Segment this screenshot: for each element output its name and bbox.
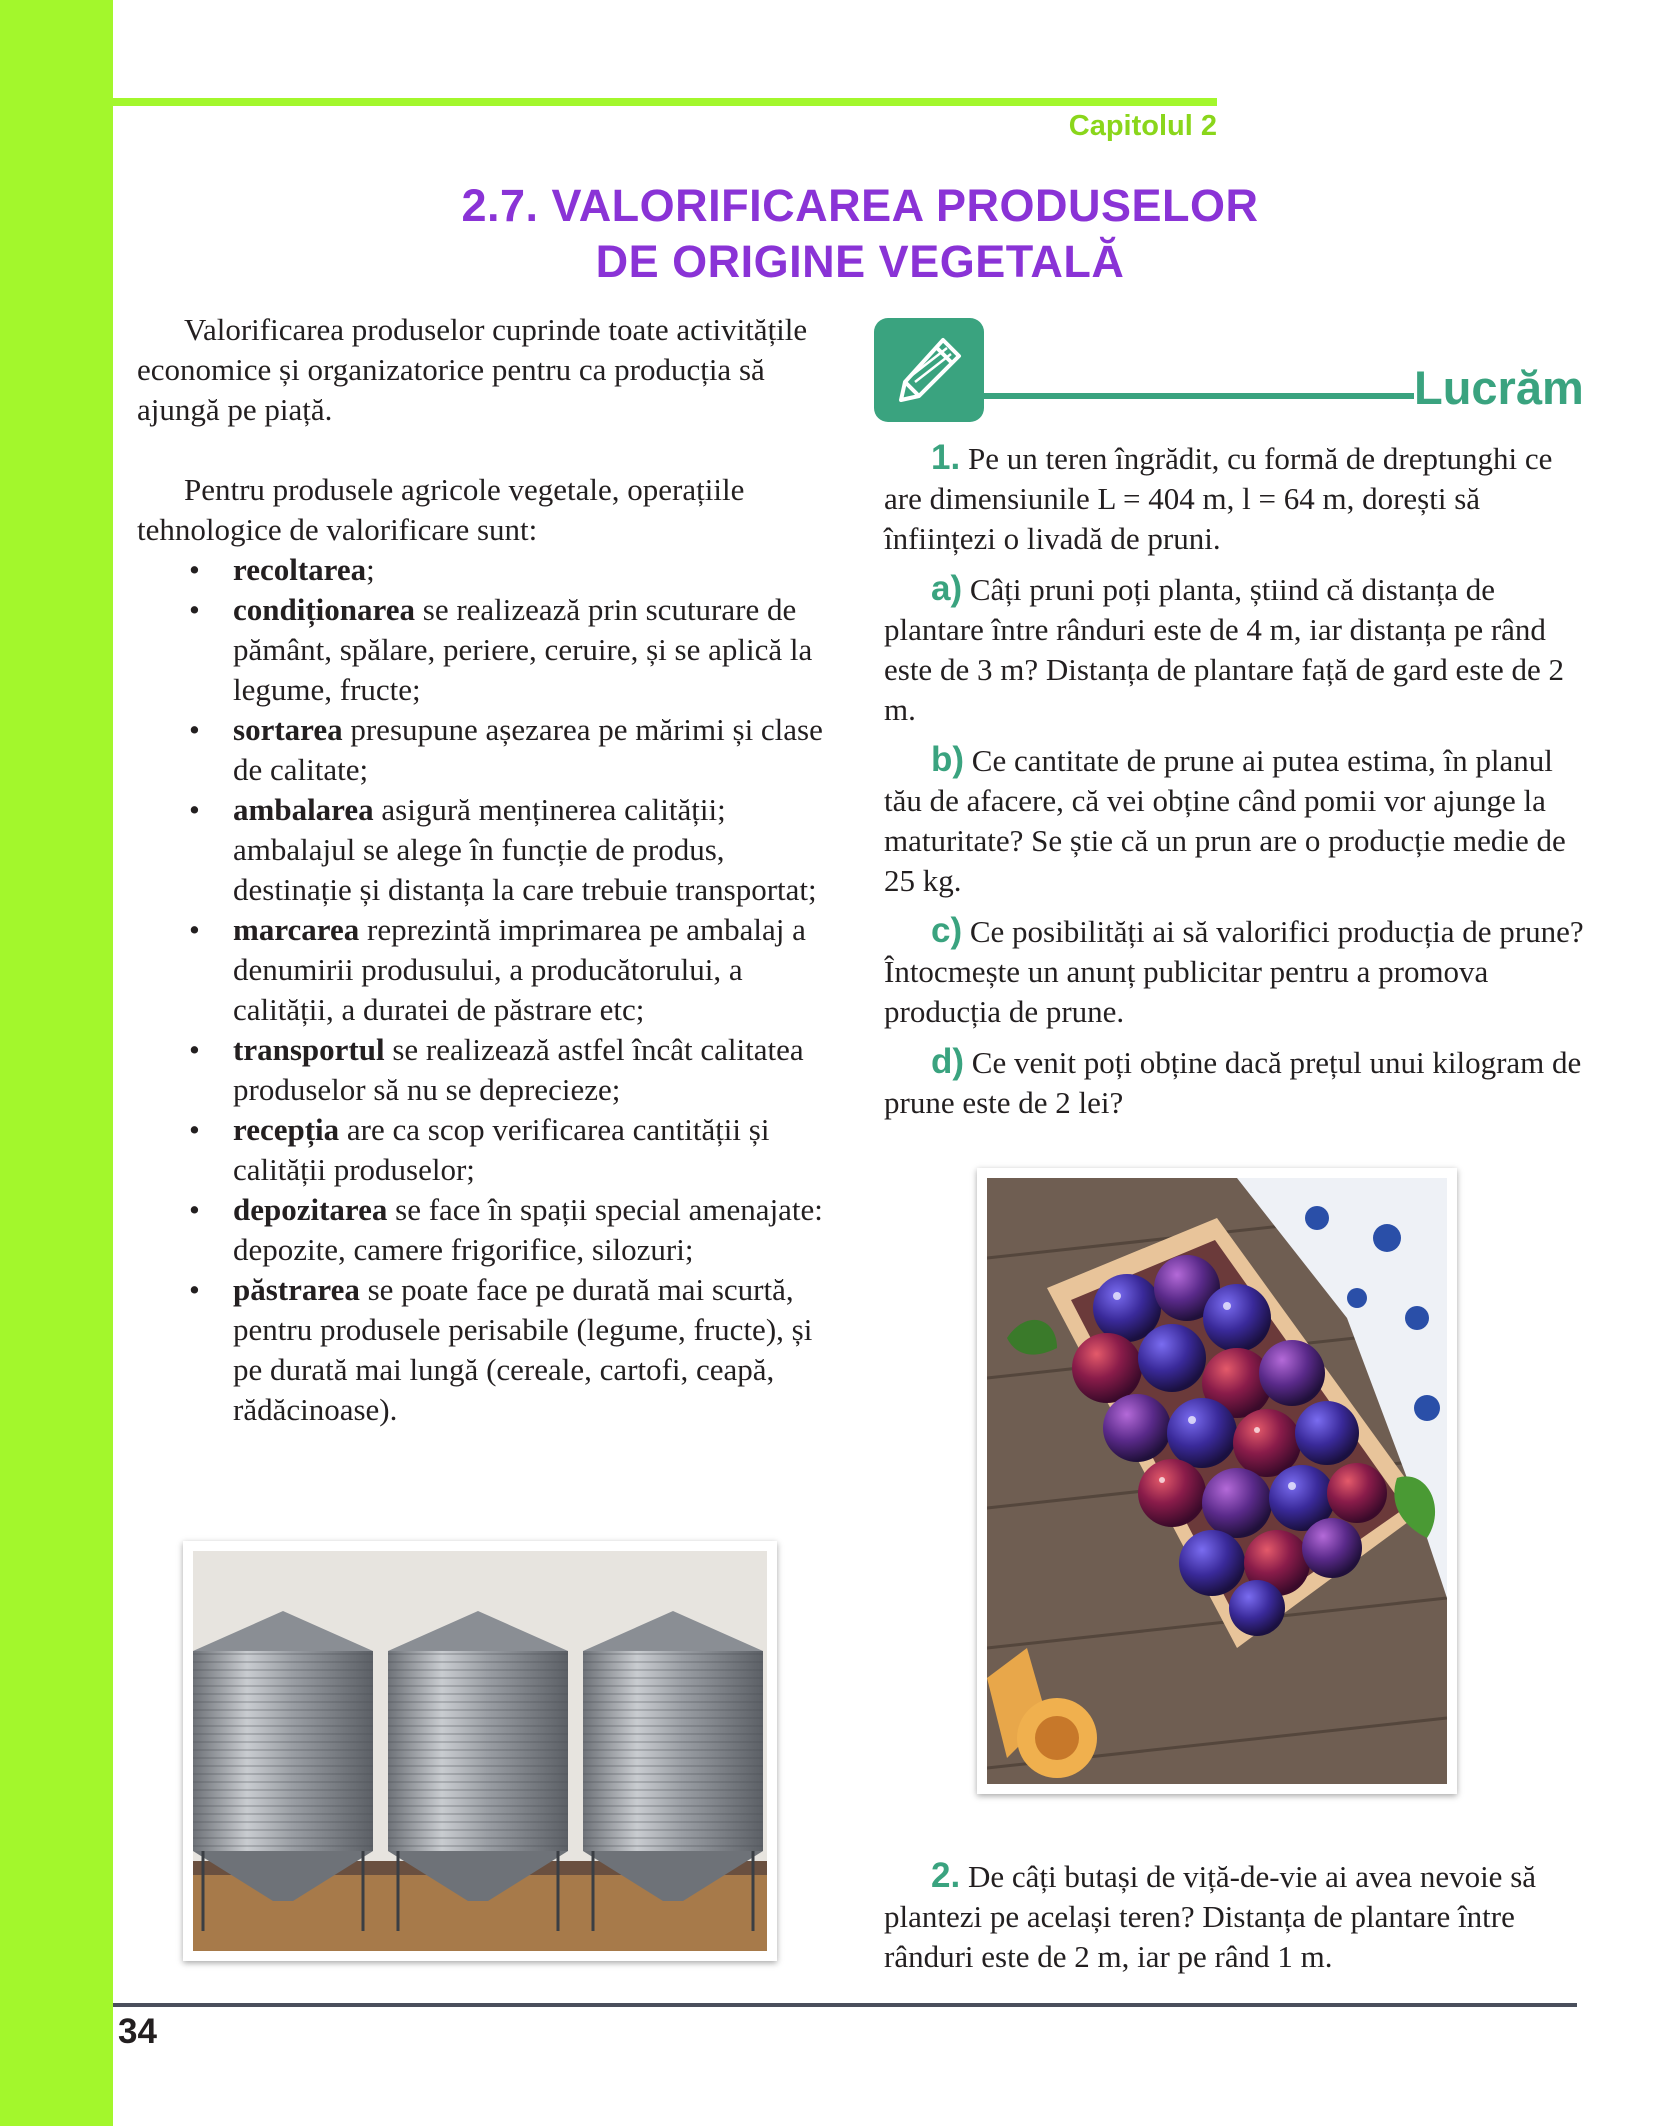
exercise-text: Pe un teren îngrădit, cu formă de dreptunghi ce are dimensiunile L = 404 m, l = 64 m, dorești să înființezi o livadă de pruni. — [884, 441, 1553, 556]
page-number: 34 — [118, 2012, 157, 2051]
exercise-1d — [884, 1042, 1596, 1123]
list-item — [137, 1270, 849, 1430]
list-text: se realizează prin scuturare de pământ, spălare, periere, ceruire, și se aplică la legume, fructe; — [233, 592, 813, 707]
list-text: presupune așezarea pe mărimi și clase de calitate; — [233, 712, 823, 787]
operations-intro: Pentru produsele agricole vegetale, operațiile tehnologice de valorificare sunt: — [137, 472, 745, 547]
bullet-dot: • — [189, 1032, 200, 1067]
bullet-dot: • — [189, 1192, 200, 1227]
bullet-dot: • — [189, 1272, 200, 1307]
list-text: se face în spații special amenajate: depozite, camere frigorifice, silozuri; — [233, 1192, 823, 1267]
list-item — [137, 550, 849, 590]
sub-label: c) — [931, 911, 963, 950]
bullet-dot: • — [189, 1112, 200, 1147]
list-term: marcarea — [233, 912, 360, 947]
exercise-number: 1. — [931, 438, 961, 477]
list-item — [137, 790, 849, 910]
list-text: se poate face pe durată mai scurtă, pentru produsele perisabile (legume, fructe), și pe durată mai lungă (cereale, cartofi, ceapă, rădăcinoase). — [233, 1272, 813, 1427]
silos-photo — [183, 1541, 777, 1961]
bullet-dot: • — [189, 552, 200, 587]
list-term: depozitarea — [233, 1192, 388, 1227]
list-item — [137, 1030, 849, 1110]
list-item — [137, 590, 849, 710]
list-item — [137, 1110, 849, 1190]
list-text: are ca scop verificarea cantității și calității produselor; — [233, 1112, 770, 1187]
bullet-dot: • — [189, 912, 200, 947]
lucram-heading: Lucrăm — [1414, 361, 1584, 414]
sub-label: b) — [931, 740, 965, 779]
exercise-1-intro — [884, 438, 1596, 559]
list-term: recepția — [233, 1112, 340, 1147]
exercise-text: De câți butași de viță-de-vie ai avea nevoie să plantezi pe același teren? Distanța de plantare între rânduri este de 2 m, iar pe rând 1 m. — [884, 1859, 1537, 1974]
pencil-icon — [874, 318, 984, 422]
exercise-2 — [884, 1856, 1596, 1977]
side-color-bar — [0, 0, 113, 2126]
sub-label: d) — [931, 1042, 965, 1081]
list-text: reprezintă imprimarea pe ambalaj a denumirii produsului, a producătorului, a calității, a duratei de păstrare etc; — [233, 912, 806, 1027]
list-term: condiționarea — [233, 592, 415, 627]
sub-text: Ce posibilități ai să valorifici producția de prune? Întocmește un anunț publicitar pentru a promova producția de prune. — [884, 914, 1584, 1029]
page-title — [340, 178, 1380, 290]
bottom-rule — [113, 2003, 1577, 2007]
sub-label: a) — [931, 569, 963, 608]
list-term: recoltarea — [233, 552, 367, 587]
bullet-dot: • — [189, 712, 200, 747]
lucram-rule — [984, 393, 1414, 399]
list-text: se realizează astfel încât calitatea produselor să nu se deprecieze; — [233, 1032, 804, 1107]
title-line-1: 2.7. VALORIFICAREA PRODUSELOR — [461, 180, 1259, 231]
sub-text: Câți pruni poți planta, știind că distanța de plantare între rânduri este de 4 m, iar distanța pe rând este de 3 m? Distanța de plantare față de gard este de 2 m. — [884, 572, 1564, 727]
list-text: ; — [366, 552, 375, 587]
list-item — [137, 910, 849, 1030]
list-text: asigură menținerea calității; ambalajul se alege în funcție de produs, destinație și distanța la care trebuie transportat; — [233, 792, 817, 907]
title-line-2: DE ORIGINE VEGETALĂ — [595, 236, 1125, 287]
sub-text: Ce venit poți obține dacă prețul unui kilogram de prune este de 2 lei? — [884, 1045, 1582, 1120]
chapter-label: Capitolul 2 — [1068, 110, 1217, 142]
exercise-1b — [884, 740, 1596, 901]
left-column — [137, 310, 849, 1430]
list-term: păstrarea — [233, 1272, 360, 1307]
exercise-number: 2. — [931, 1856, 961, 1895]
sub-text: Ce cantitate de prune ai putea estima, în planul tău de afacere, că vei obține când pomii vor ajunge la maturitate? Se știe că un prun are o producție medie de 25 kg. — [884, 743, 1566, 898]
exercise-2-text — [884, 1856, 1596, 1977]
list-item — [137, 1190, 849, 1270]
top-rule — [113, 98, 1217, 106]
exercise-1 — [884, 438, 1596, 1133]
bullet-dot: • — [189, 592, 200, 627]
list-term: transportul — [233, 1032, 385, 1067]
list-term: ambalarea — [233, 792, 374, 827]
exercise-1c — [884, 911, 1596, 1032]
exercise-1a — [884, 569, 1596, 730]
list-item — [137, 710, 849, 790]
plums-photo — [977, 1168, 1457, 1794]
operations-list — [137, 550, 849, 1430]
bullet-dot: • — [189, 792, 200, 827]
list-term: sortarea — [233, 712, 343, 747]
intro-paragraph: Valorificarea produselor cuprinde toate activitățile economice și organizatorice pentru ca producția să ajungă pe piață. — [137, 312, 808, 427]
